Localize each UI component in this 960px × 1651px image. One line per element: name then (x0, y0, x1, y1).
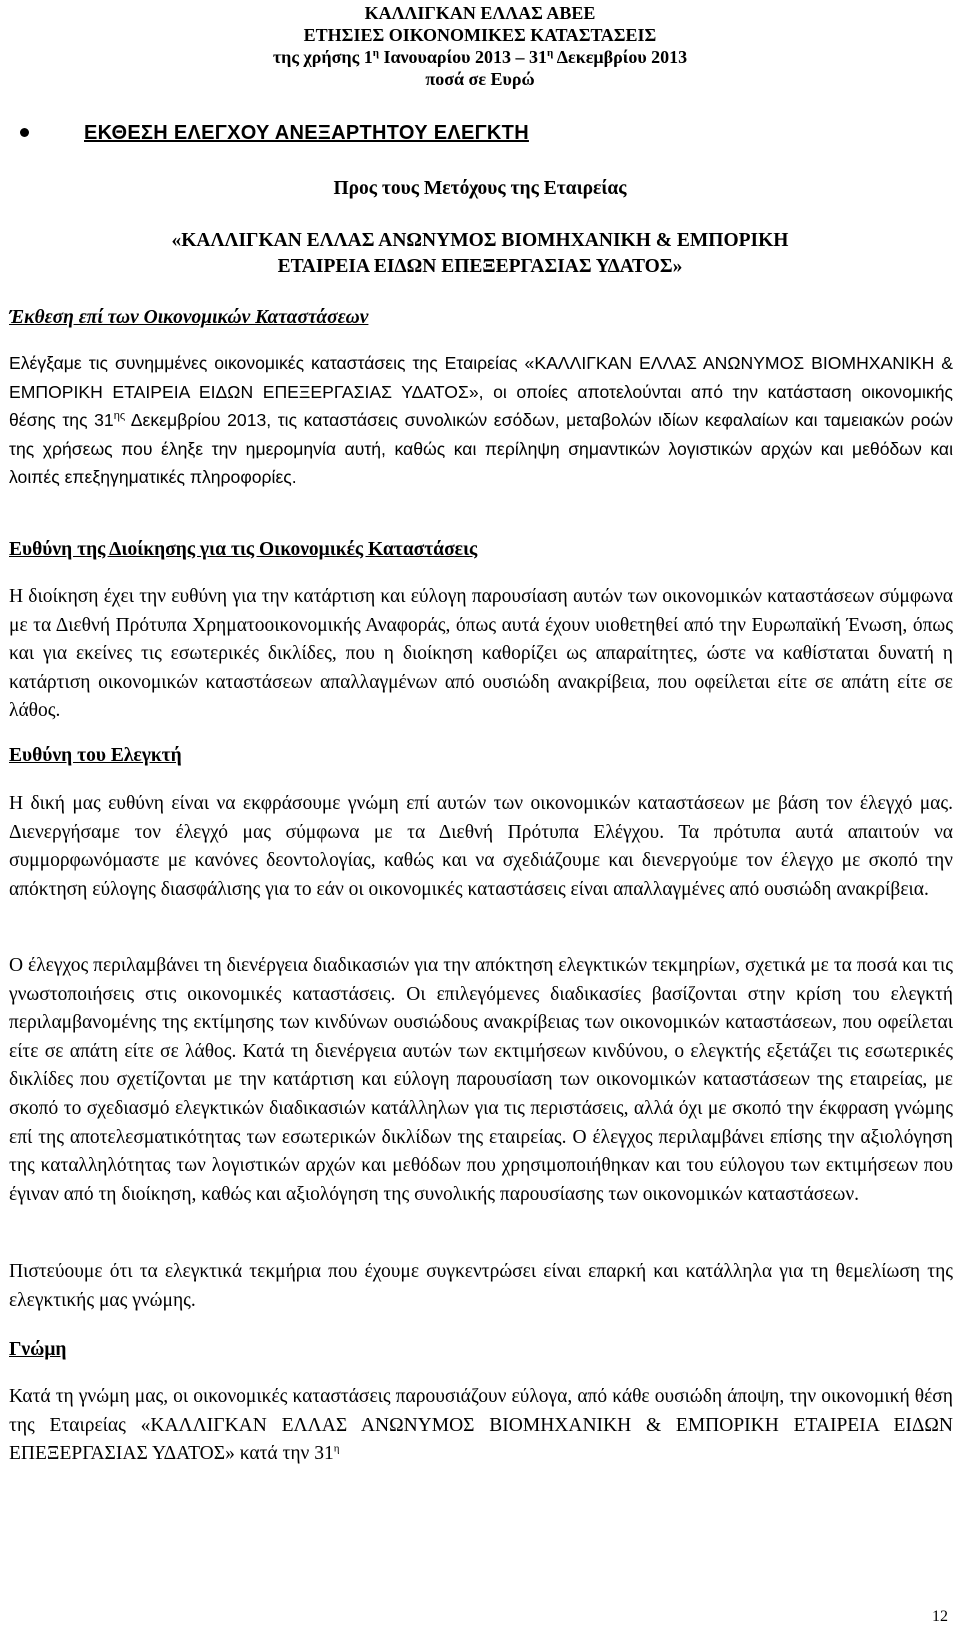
company-full-name-line-1: «ΚΑΛΛΙΓΚΑΝ ΕΛΛΑΣ ΑΝΩΝΥΜΟΣ ΒΙΟΜΗΧΑΝΙΚΗ & ΕΜΠΟΡΙΚΗ (171, 230, 789, 251)
intro-text-part-2: Δεκεμβρίου 2013, τις καταστάσεις συνολικών εσόδων, μεταβολών ιδίων κεφαλαίων και ταμειακών ροών της χρήσεως που έληξε την ημερομηνία αυτή, καθώς και περίληψη σημαντικών λογιστικών αρχών και μεθόδων και λοιπές επεξηγηματικές πληροφορίες. (9, 410, 954, 488)
management-responsibility-text: Η διοίκηση έχει την ευθύνη για την κατάρτιση και εύλογη παρουσίαση αυτών των οικονομικών καταστάσεων σύμφωνα με τα Διεθνή Πρότυπα Χρηματοοικονομικής Αναφοράς, όπως αυτά έχουν υιοθετηθεί από την Ευρωπαϊκή Ένωση, όπως και για εκείνες τις εσωτερικές δικλίδες, που η διοίκηση καθορίζει ως απαραίτητες, ώστε να καθίσταται δυνατή η κατάρτιση οικονομικών καταστάσεων απαλλαγμένων από ουσιώδη ανακρίβεια, που οφείλεται είτε σε απάτη είτε σε λάθος. (9, 586, 953, 722)
company-full-name (0, 228, 960, 280)
fiscal-period (0, 46, 960, 68)
period-sup-1: η (372, 47, 379, 59)
intro-text-part-1: Ελέγξαμε τις συνημμένες οικονομικές καταστάσεις της Εταιρείας «ΚΑΛΛΙΓΚΑΝ ΕΛΛΑΣ ΑΝΩΝΥΜΟΣ ΒΙΟΜΗΧΑΝΙΚΗ & ΕΜΠΟΡΙΚΗ ΕΤΑΙΡΕΙΑ ΕΙΔΩΝ ΕΠΕΞΕΡΓΑΣΙΑΣ ΥΔΑΤΟΣ», οι οποίες αποτελούνται από την κατάσταση οικονομικής θέσης της 31 (9, 353, 953, 431)
period-middle: Ιανουαρίου 2013 – 31 (378, 47, 547, 67)
intro-sup: ης (113, 410, 126, 423)
bullet-icon (20, 128, 29, 137)
page-number: 12 (932, 1608, 948, 1625)
intro-paragraph (9, 349, 953, 492)
auditor-responsibility-paragraph-1: Η δική μας ευθύνη είναι να εκφράσουμε γνώμη επί αυτών των οικονομικών καταστάσεων με βάση τον έλεγχό μας. Διενεργήσαμε τον έλεγχό μας σύμφωνα με τα Διεθνή Πρότυπα Ελέγχου. Τα πρότυπα αυτά απαιτούν να συμμορφωνόμαστε με κανόνες δεοντολογίας, καθώς και να σχεδιάζουμε και διενεργούμε τον έλεγχο με σκοπό την απόκτηση εύλογης διασφάλισης για το εάν οι οικονομικές καταστάσεις είναι απαλλαγμένες από ουσιώδη ανακρίβεια. (9, 793, 953, 900)
opinion-heading: Γνώμη (9, 1339, 67, 1360)
auditor-responsibility-heading: Ευθύνη του Ελεγκτή (9, 745, 182, 766)
opinion-paragraph (9, 1383, 953, 1469)
management-responsibility-heading: Ευθύνη της Διοίκησης για τις Οικονομικές Καταστάσεις (9, 539, 478, 560)
report-title-row (0, 122, 960, 152)
period-suffix: Δεκεμβρίου 2013 (553, 47, 688, 67)
statements-title: ΕΤΗΣΙΕΣ ΟΙΚΟΝΟΜΙΚΕΣ ΚΑΤΑΣΤΑΣΕΙΣ (303, 25, 657, 45)
company-full-name-line-2: ΕΤΑΙΡΕΙΑ ΕΙΔΩΝ ΕΠΕΞΕΡΓΑΣΙΑΣ ΥΔΑΤΟΣ» (277, 256, 683, 277)
section-heading: Έκθεση επί των Οικονομικών Καταστάσεων (9, 307, 369, 328)
document-header (0, 0, 960, 90)
report-title: ΕΚΘΕΣΗ ΕΛΕΓΧΟΥ ΑΝΕΞΑΡΤΗΤΟΥ ΕΛΕΓΚΤΗ (84, 122, 529, 144)
period-sup-2: η (547, 47, 554, 59)
currency-note: ποσά σε Ευρώ (425, 69, 535, 89)
opinion-text: Κατά τη γνώμη μας, οι οικονομικές καταστάσεις παρουσιάζουν εύλογα, από κάθε ουσιώδη άποψη, την οικονομική θέση της Εταιρείας «ΚΑΛΛΙΓΚΑΝ ΕΛΛΑΣ ΑΝΩΝΥΜΟΣ ΒΙΟΜΗΧΑΝΙΚΗ & ΕΜΠΟΡΙΚΗ ΕΤΑΙΡΕΙΑ ΕΙΔΩΝ ΕΠΕΞΕΡΓΑΣΙΑΣ ΥΔΑΤΟΣ» κατά την 31 (9, 1386, 953, 1465)
auditor-responsibility-paragraph-3: Πιστεύουμε ότι τα ελεγκτικά τεκμήρια που έχουμε συγκεντρώσει είναι επαρκή και κατάλληλα για τη θεμελίωση της ελεγκτικής μας γνώμης. (9, 1261, 953, 1311)
opinion-sup: η (333, 1442, 340, 1455)
addressee: Προς τους Μετόχους της Εταιρείας (333, 178, 627, 199)
auditor-responsibility-paragraph-2: Ο έλεγχος περιλαμβάνει τη διενέργεια διαδικασιών για την απόκτηση ελεγκτικών τεκμηρίων, σχετικά με τα ποσά και τις γνωστοποιήσεις στις οικονομικές καταστάσεις. Οι επιλεγόμενες διαδικασίες βασίζονται στην κρίση του ελεγκτή περιλαμβανομένης της εκτίμησης των κινδύνων ουσιώδους ανακρίβειας των οικονομικών καταστάσεων, που οφείλεται είτε σε απάτη είτε σε λάθος. Κατά τη διενέργεια αυτών των εκτιμήσεων κινδύνου, ο ελεγκτής εξετάζει τις εσωτερικές δικλίδες που σχετίζονται με την κατάρτιση και εύλογη παρουσίαση των οικονομικών καταστάσεων της εταιρείας, με σκοπό το σχεδιασμό ελεγκτικών διαδικασιών κατάλληλων για τις περιστάσεις, αλλά όχι με σκοπό την έκφραση γνώμης επί της αποτελεσματικότητας των εσωτερικών δικλίδων της εταιρείας. Ο έλεγχος περιλαμβάνει επίσης την αξιολόγηση της καταλληλότητας των λογιστικών αρχών και μεθόδων που χρησιμοποιήθηκαν και του εύλογου των εκτιμήσεων που έγιναν από τη διοίκηση, καθώς και αξιολόγηση της συνολικής παρουσίασης των οικονομικών καταστάσεων. (9, 955, 953, 1205)
company-name: ΚΑΛΛΙΓΚΑΝ ΕΛΛΑΣ ΑΒΕΕ (364, 3, 596, 23)
period-prefix: της χρήσης 1 (272, 47, 373, 67)
